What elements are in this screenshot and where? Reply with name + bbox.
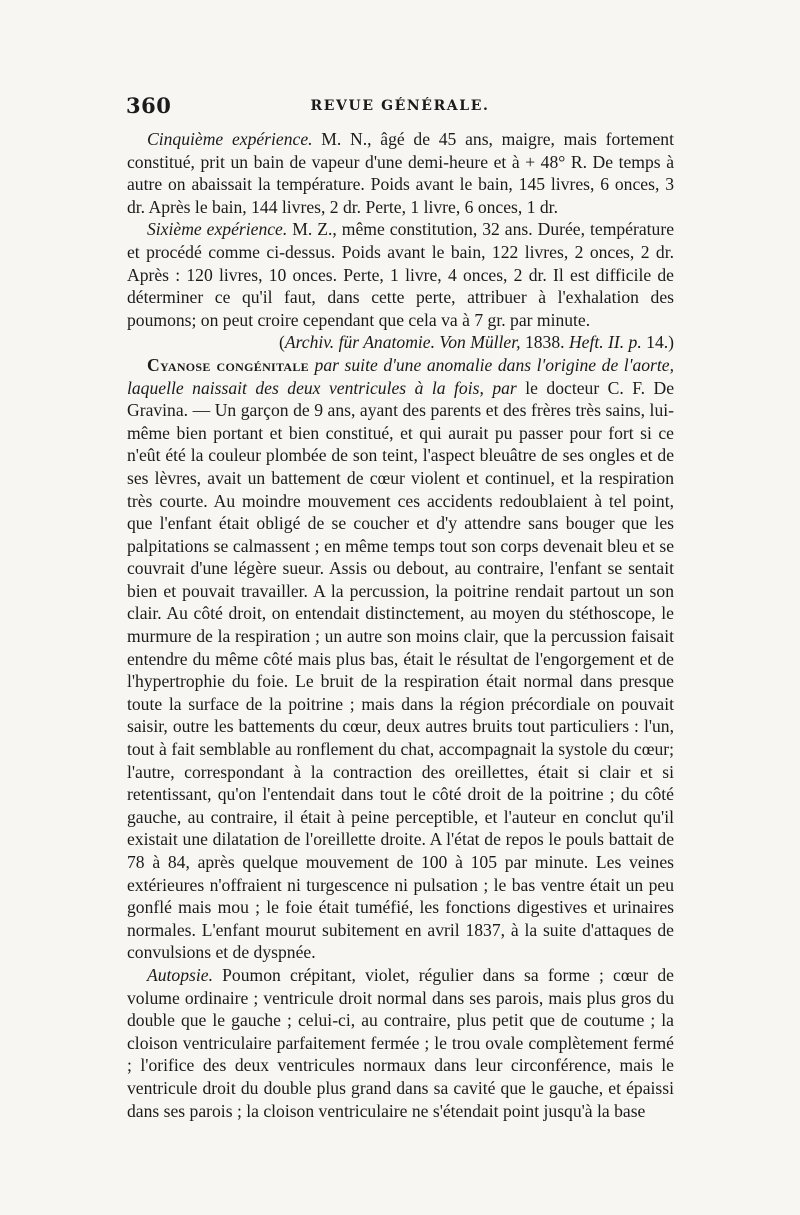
citation-issue: Heft. II. p. [568,332,642,353]
citation-year: 1838. [520,332,569,353]
paragraph-text: M. N., âgé de 45 ans, maigre, mais fortement constitué, prit un bain de vapeur d'une demi-heure et à + 48° R. De temps à autre on abaissait la température. Poids avant le bain, 145 livres, 6 onces, 3 dr. Après le bain, 144 livres, 2 dr. Perte, 1 livre, 6 onces, 1 dr. [127,129,674,217]
section-heading: Cyanose congénitale [147,354,309,375]
paragraph-sixieme-experience [127,218,674,331]
paragraph-lead: Autopsie. [147,964,213,985]
citation-open: ( [278,332,285,353]
section-subtitle: par suite d'une anomalie dans l'origine de l'aorte, laquelle naissait des deux ventricules à la fois, par [127,354,674,398]
running-title: REVUE GÉNÉRALE. [310,98,490,114]
paragraph-autopsie [127,964,674,1122]
citation-journal: Archiv. für Anatomie. Von Müller, [284,332,521,353]
page-header [126,93,674,123]
paragraph-lead: Sixième expérience. [147,219,288,240]
body-text [127,128,674,1122]
page-number: 360 [126,93,172,118]
paragraph-text: Poumon crépitant, violet, régulier dans sa forme ; cœur de volume ordinaire ; ventricule droit normal dans ses parois, mais plus gros du double que le gauche ; celui-ci, au contraire, plus petit que de coutume ; la cloison ventriculaire parfaitement fermée ; le trou ovale complètement fermé ; l'orifice des deux ventricules normaux dans leur circonférence, mais le ventricule droit du double plus grand dans sa cavité que le gauche, et épaissi dans ses parois ; la cloison ventriculaire ne s'étendait point jusqu'à la base [127,964,674,1121]
citation-page: 14.) [641,332,674,353]
paragraph-text: M. Z., même constitution, 32 ans. Durée, température et procédé comme ci-dessus. Poids avant le bain, 122 livres, 2 onces, 2 dr. Après : 120 livres, 10 onces. Perte, 1 livre, 4 onces, 2 dr. Il est difficile de déterminer ce qu'il faut, dans cette perte, attribuer à l'exhalation des poumons; on peut croire cependant que cela va à 7 gr. par minute. [127,219,675,330]
citation [127,331,674,354]
paragraph-lead: Cinquième expérience. [147,129,313,149]
paragraph-cyanose [127,354,674,964]
paragraph-text: le docteur C. F. De Gravina. — Un garçon de 9 ans, ayant des parents et des frères très sains, lui-même bien portant et bien constitué, et qui aurait pu passer pour fort si ce n'eût été la couleur plombée de son teint, l'aspect bleuâtre de ses ongles et de ses lèvres, avait un battement de cœur violent et continuel, et la respiration très courte. Au moindre mouvement ces accidents redoublaient à tel point, que l'enfant était obligé de se coucher et d'y attendre sans bouger que les palpitations se calmassent ; en même temps tout son corps devenait bleu et se couvrait d'une légère sueur. Assis ou debout, au contraire, l'enfant se sentait bien et pouvait travailler. A la percussion, la poitrine rendait partout un son clair. Au côté droit, on entendait distinctement, au moyen du stéthoscope, le murmure de la respiration ; un autre son moins clair, que la percussion faisait entendre du même côté mais plus bas, était le résultat de l'engorgement et de l'hypertrophie du foie. Le bruit de la respiration était normal dans presque toute la surface de la poitrine ; mais dans la région précordiale on pouvait saisir, outre les battements du cœur, deux autres bruits tout particuliers : l'un, tout à fait semblable au ronflement du chat, accompagnait la systole du cœur; l'autre, correspondant à la contraction des oreillettes, était si clair et si retentissant, qu'on l'entendait dans tout le côté droit de la poitrine ; du côté gauche, au contraire, il était à peine perceptible, et l'auteur en conclut qu'il existait une dilatation de l'oreillette droite. A l'état de repos le pouls battait de 78 à 84, après quelque mouvement de 100 à 105 par minute. Les veines extérieures n'offraient ni turgescence ni pulsation ; le bas ventre était un peu gonflé mais mou ; le foie était tuméfié, les fonctions digestives et urinaires normales. L'enfant mourut subitement en avril 1837, à la suite d'attaques de convulsions et de dyspnée. [127,377,675,963]
paragraph-cinquieme-experience [127,128,674,218]
